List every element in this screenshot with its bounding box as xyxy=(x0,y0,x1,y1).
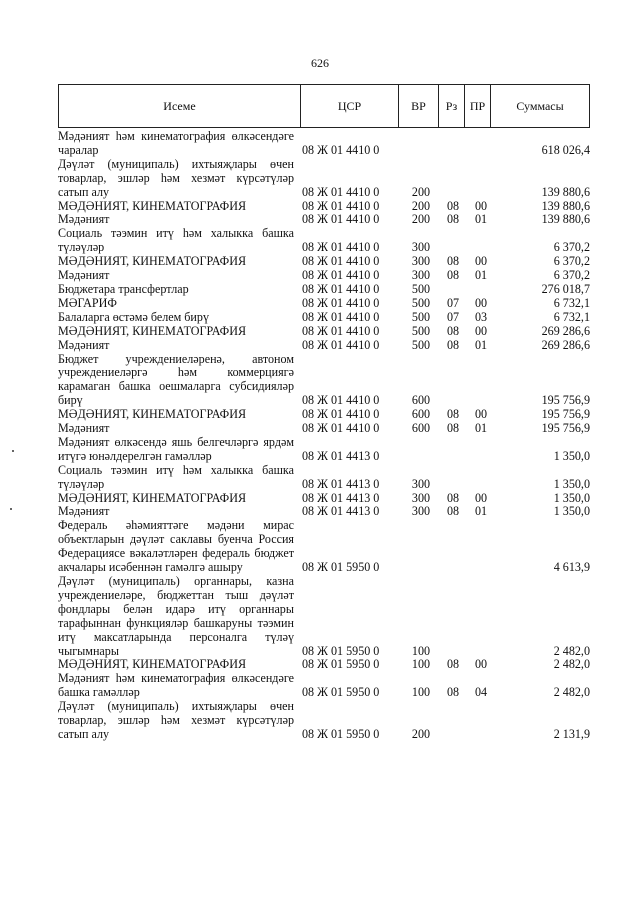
cell-pr: 03 xyxy=(474,309,488,324)
cell-sum: 1 350,0 xyxy=(553,476,590,491)
table-row xyxy=(58,130,590,158)
cell-pr: 00 xyxy=(474,198,488,213)
cell-sum: 195 756,9 xyxy=(541,407,590,422)
cell-rz: 07 xyxy=(446,309,460,324)
cell-sum: 6 732,1 xyxy=(553,295,590,310)
cell-csr: 08 Ж 01 5950 0 xyxy=(302,643,380,658)
table-row xyxy=(58,700,590,742)
cell-csr: 08 Ж 01 4413 0 xyxy=(302,476,380,491)
cell-vr: 500 xyxy=(411,295,431,310)
cell-vr: 200 xyxy=(411,184,431,199)
cell-rz: 08 xyxy=(446,685,460,700)
cell-sum: 195 756,9 xyxy=(541,421,590,436)
cell-vr: 200 xyxy=(411,198,431,213)
cell-csr: 08 Ж 01 4410 0 xyxy=(302,337,380,352)
cell-name: Бюджет учреждениеләренә, автоном учреждениеләргә һәм коммерциягә карамаган башка оешмаларга субсидияләр бирү xyxy=(58,351,294,408)
cell-pr: 00 xyxy=(474,254,488,269)
cell-csr: 08 Ж 01 4410 0 xyxy=(302,281,380,296)
cell-name: МӘДӘНИЯТ, КИНЕМАТОГРАФИЯ xyxy=(58,198,247,213)
cell-sum: 2 131,9 xyxy=(553,726,590,741)
cell-rz: 08 xyxy=(446,504,460,519)
cell-csr: 08 Ж 01 4410 0 xyxy=(302,407,380,422)
cell-csr: 08 Ж 01 4410 0 xyxy=(302,309,380,324)
table-row xyxy=(58,339,590,353)
cell-csr: 08 Ж 01 5950 0 xyxy=(302,726,380,741)
cell-csr: 08 Ж 01 4410 0 xyxy=(302,323,380,338)
cell-vr: 300 xyxy=(411,254,431,269)
cell-name: Мәдәният һәм кинематография өлкәсендәге чаралар xyxy=(58,129,294,157)
cell-vr: 300 xyxy=(411,476,431,491)
cell-csr: 08 Ж 01 4410 0 xyxy=(302,142,380,157)
cell-rz: 08 xyxy=(446,421,460,436)
cell-csr: 08 Ж 01 4410 0 xyxy=(302,421,380,436)
table-row xyxy=(58,158,590,200)
cell-csr: 08 Ж 01 4410 0 xyxy=(302,198,380,213)
table-row xyxy=(58,575,590,658)
table-row xyxy=(58,436,590,464)
cell-name: МӘДӘНИЯТ, КИНЕМАТОГРАФИЯ xyxy=(58,323,247,338)
table-row xyxy=(58,213,590,227)
cell-csr: 08 Ж 01 4410 0 xyxy=(302,212,380,227)
scan-mark xyxy=(10,508,12,510)
cell-vr: 500 xyxy=(411,281,431,296)
cell-csr: 08 Ж 01 4410 0 xyxy=(302,393,380,408)
header-vr: ВР xyxy=(399,85,439,127)
cell-name: Мәдәният һәм кинематография өлкәсендәге башка гамәлләр xyxy=(58,671,294,700)
table-row xyxy=(58,422,590,436)
cell-pr: 01 xyxy=(474,421,488,436)
cell-pr: 01 xyxy=(474,337,488,352)
cell-vr: 600 xyxy=(411,421,431,436)
cell-name: МӘДӘНИЯТ, КИНЕМАТОГРАФИЯ xyxy=(58,657,247,672)
cell-vr: 600 xyxy=(411,393,431,408)
cell-sum: 269 286,6 xyxy=(541,323,590,338)
cell-csr: 08 Ж 01 5950 0 xyxy=(302,560,380,575)
cell-vr: 200 xyxy=(411,212,431,227)
header-pr: ПР xyxy=(465,85,491,127)
cell-sum: 6 370,2 xyxy=(553,268,590,283)
cell-name: Мәдәният өлкәсендә яшь белгечләргә ярдәм итүгә юнәлдерелгән гамәлләр xyxy=(58,434,294,463)
cell-name: Дәүләт (муниципаль) органнары, казна учреждениеләре, бюджеттан тыш дәүләт фондлары белән идарә итү органнары тарафыннан функцияләр башкаруны тәэмин итү максатларында персоналга түләү чыгымнары xyxy=(58,574,294,658)
cell-csr: 08 Ж 01 4410 0 xyxy=(302,254,380,269)
cell-rz: 08 xyxy=(446,198,460,213)
cell-sum: 195 756,9 xyxy=(541,393,590,408)
header-sum: Суммасы xyxy=(516,98,564,113)
cell-name: Социаль тәэмин итү һәм халыкка башка түләүләр xyxy=(58,226,294,255)
cell-name: Дәүләт (муниципаль) ихтыяҗлары өчен товарлар, эшләр һәм хезмәт күрсәтүләр сатып алу xyxy=(58,699,294,741)
cell-name: Бюджетара трансфертлар xyxy=(58,281,189,296)
cell-pr: 01 xyxy=(474,212,488,227)
table-row xyxy=(58,492,590,506)
cell-csr: 08 Ж 01 4410 0 xyxy=(302,268,380,283)
cell-pr: 00 xyxy=(474,295,488,310)
cell-sum: 6 370,2 xyxy=(553,240,590,255)
cell-sum: 1 350,0 xyxy=(553,504,590,519)
cell-sum: 6 732,1 xyxy=(553,309,590,324)
table-body xyxy=(58,130,590,742)
cell-rz: 08 xyxy=(446,268,460,283)
cell-rz: 08 xyxy=(446,337,460,352)
table-row xyxy=(58,269,590,283)
cell-vr: 300 xyxy=(411,504,431,519)
cell-rz: 07 xyxy=(446,295,460,310)
table-row xyxy=(58,408,590,422)
cell-pr: 01 xyxy=(474,504,488,519)
header-csr: ЦСР xyxy=(301,85,399,127)
cell-csr: 08 Ж 01 5950 0 xyxy=(302,657,380,672)
table-header xyxy=(58,84,590,128)
cell-vr: 300 xyxy=(411,268,431,283)
cell-csr: 08 Ж 01 4410 0 xyxy=(302,240,380,255)
cell-sum: 2 482,0 xyxy=(553,643,590,658)
cell-name: Социаль тәэмин итү һәм халыкка башка түләүләр xyxy=(58,462,294,491)
cell-vr: 500 xyxy=(411,337,431,352)
header-name: Исеме xyxy=(59,85,301,127)
cell-vr: 100 xyxy=(411,643,431,658)
cell-vr: 600 xyxy=(411,407,431,422)
cell-name: МӘДӘНИЯТ, КИНЕМАТОГРАФИЯ xyxy=(58,407,247,422)
cell-name: Мәдәният xyxy=(58,504,110,519)
table-row xyxy=(58,505,590,519)
cell-rz: 08 xyxy=(446,490,460,505)
cell-csr: 08 Ж 01 4413 0 xyxy=(302,504,380,519)
table-row xyxy=(58,297,590,311)
cell-rz: 08 xyxy=(446,212,460,227)
cell-sum: 6 370,2 xyxy=(553,254,590,269)
cell-vr: 500 xyxy=(411,309,431,324)
table-row xyxy=(58,658,590,672)
cell-sum: 618 026,4 xyxy=(541,142,590,157)
cell-rz: 08 xyxy=(446,657,460,672)
cell-sum: 2 482,0 xyxy=(553,685,590,700)
cell-name: МӘДӘНИЯТ, КИНЕМАТОГРАФИЯ xyxy=(58,254,247,269)
cell-name: МӘДӘНИЯТ, КИНЕМАТОГРАФИЯ xyxy=(58,490,247,505)
cell-vr: 500 xyxy=(411,323,431,338)
cell-sum: 139 880,6 xyxy=(541,198,590,213)
cell-name: Федераль әһәмияттәге мәдәни мирас объектларын дәүләт саклавы буенча Россия Федерациясе вәкаләтләрен федераль бюджет акчалары исәбеннән гамәлгә ашыру xyxy=(58,518,294,575)
scan-mark xyxy=(12,450,14,452)
header-rz: Рз xyxy=(439,85,465,127)
cell-sum: 276 018,7 xyxy=(541,281,590,296)
cell-sum: 2 482,0 xyxy=(553,657,590,672)
table-row xyxy=(58,255,590,269)
cell-vr: 200 xyxy=(411,726,431,741)
cell-vr: 300 xyxy=(411,240,431,255)
table-row xyxy=(58,464,590,492)
table-row xyxy=(58,325,590,339)
cell-vr: 300 xyxy=(411,490,431,505)
cell-sum: 139 880,6 xyxy=(541,212,590,227)
table-row xyxy=(58,311,590,325)
cell-rz: 08 xyxy=(446,323,460,338)
cell-name: Мәдәният xyxy=(58,268,110,283)
table-row xyxy=(58,227,590,255)
cell-vr: 100 xyxy=(411,657,431,672)
cell-pr: 00 xyxy=(474,490,488,505)
cell-name: Мәдәният xyxy=(58,337,110,352)
cell-csr: 08 Ж 01 4413 0 xyxy=(302,448,380,463)
table-row xyxy=(58,353,590,409)
cell-rz: 08 xyxy=(446,254,460,269)
cell-pr: 00 xyxy=(474,323,488,338)
cell-name: Балаларга өстәмә белем бирү xyxy=(58,309,210,324)
cell-csr: 08 Ж 01 4410 0 xyxy=(302,295,380,310)
cell-csr: 08 Ж 01 4410 0 xyxy=(302,184,380,199)
cell-pr: 01 xyxy=(474,268,488,283)
table-row xyxy=(58,200,590,214)
table-row xyxy=(58,283,590,297)
cell-sum: 1 350,0 xyxy=(553,448,590,463)
table-row xyxy=(58,672,590,700)
table-row xyxy=(58,519,590,575)
cell-pr: 00 xyxy=(474,407,488,422)
cell-sum: 269 286,6 xyxy=(541,337,590,352)
page-number: 626 xyxy=(311,56,329,70)
cell-pr: 04 xyxy=(474,685,488,700)
cell-vr: 100 xyxy=(411,685,431,700)
cell-sum: 139 880,6 xyxy=(541,184,590,199)
cell-sum: 4 613,9 xyxy=(553,560,590,575)
cell-csr: 08 Ж 01 4413 0 xyxy=(302,490,380,505)
cell-name: Мәдәният xyxy=(58,421,110,436)
cell-sum: 1 350,0 xyxy=(553,490,590,505)
cell-rz: 08 xyxy=(446,407,460,422)
cell-name: МӘГАРИФ xyxy=(58,295,117,310)
cell-name: Мәдәният xyxy=(58,212,110,227)
cell-name: Дәүләт (муниципаль) ихтыяҗлары өчен товарлар, эшләр һәм хезмәт күрсәтүләр сатып алу xyxy=(58,156,294,199)
cell-csr: 08 Ж 01 5950 0 xyxy=(302,685,380,700)
cell-pr: 00 xyxy=(474,657,488,672)
